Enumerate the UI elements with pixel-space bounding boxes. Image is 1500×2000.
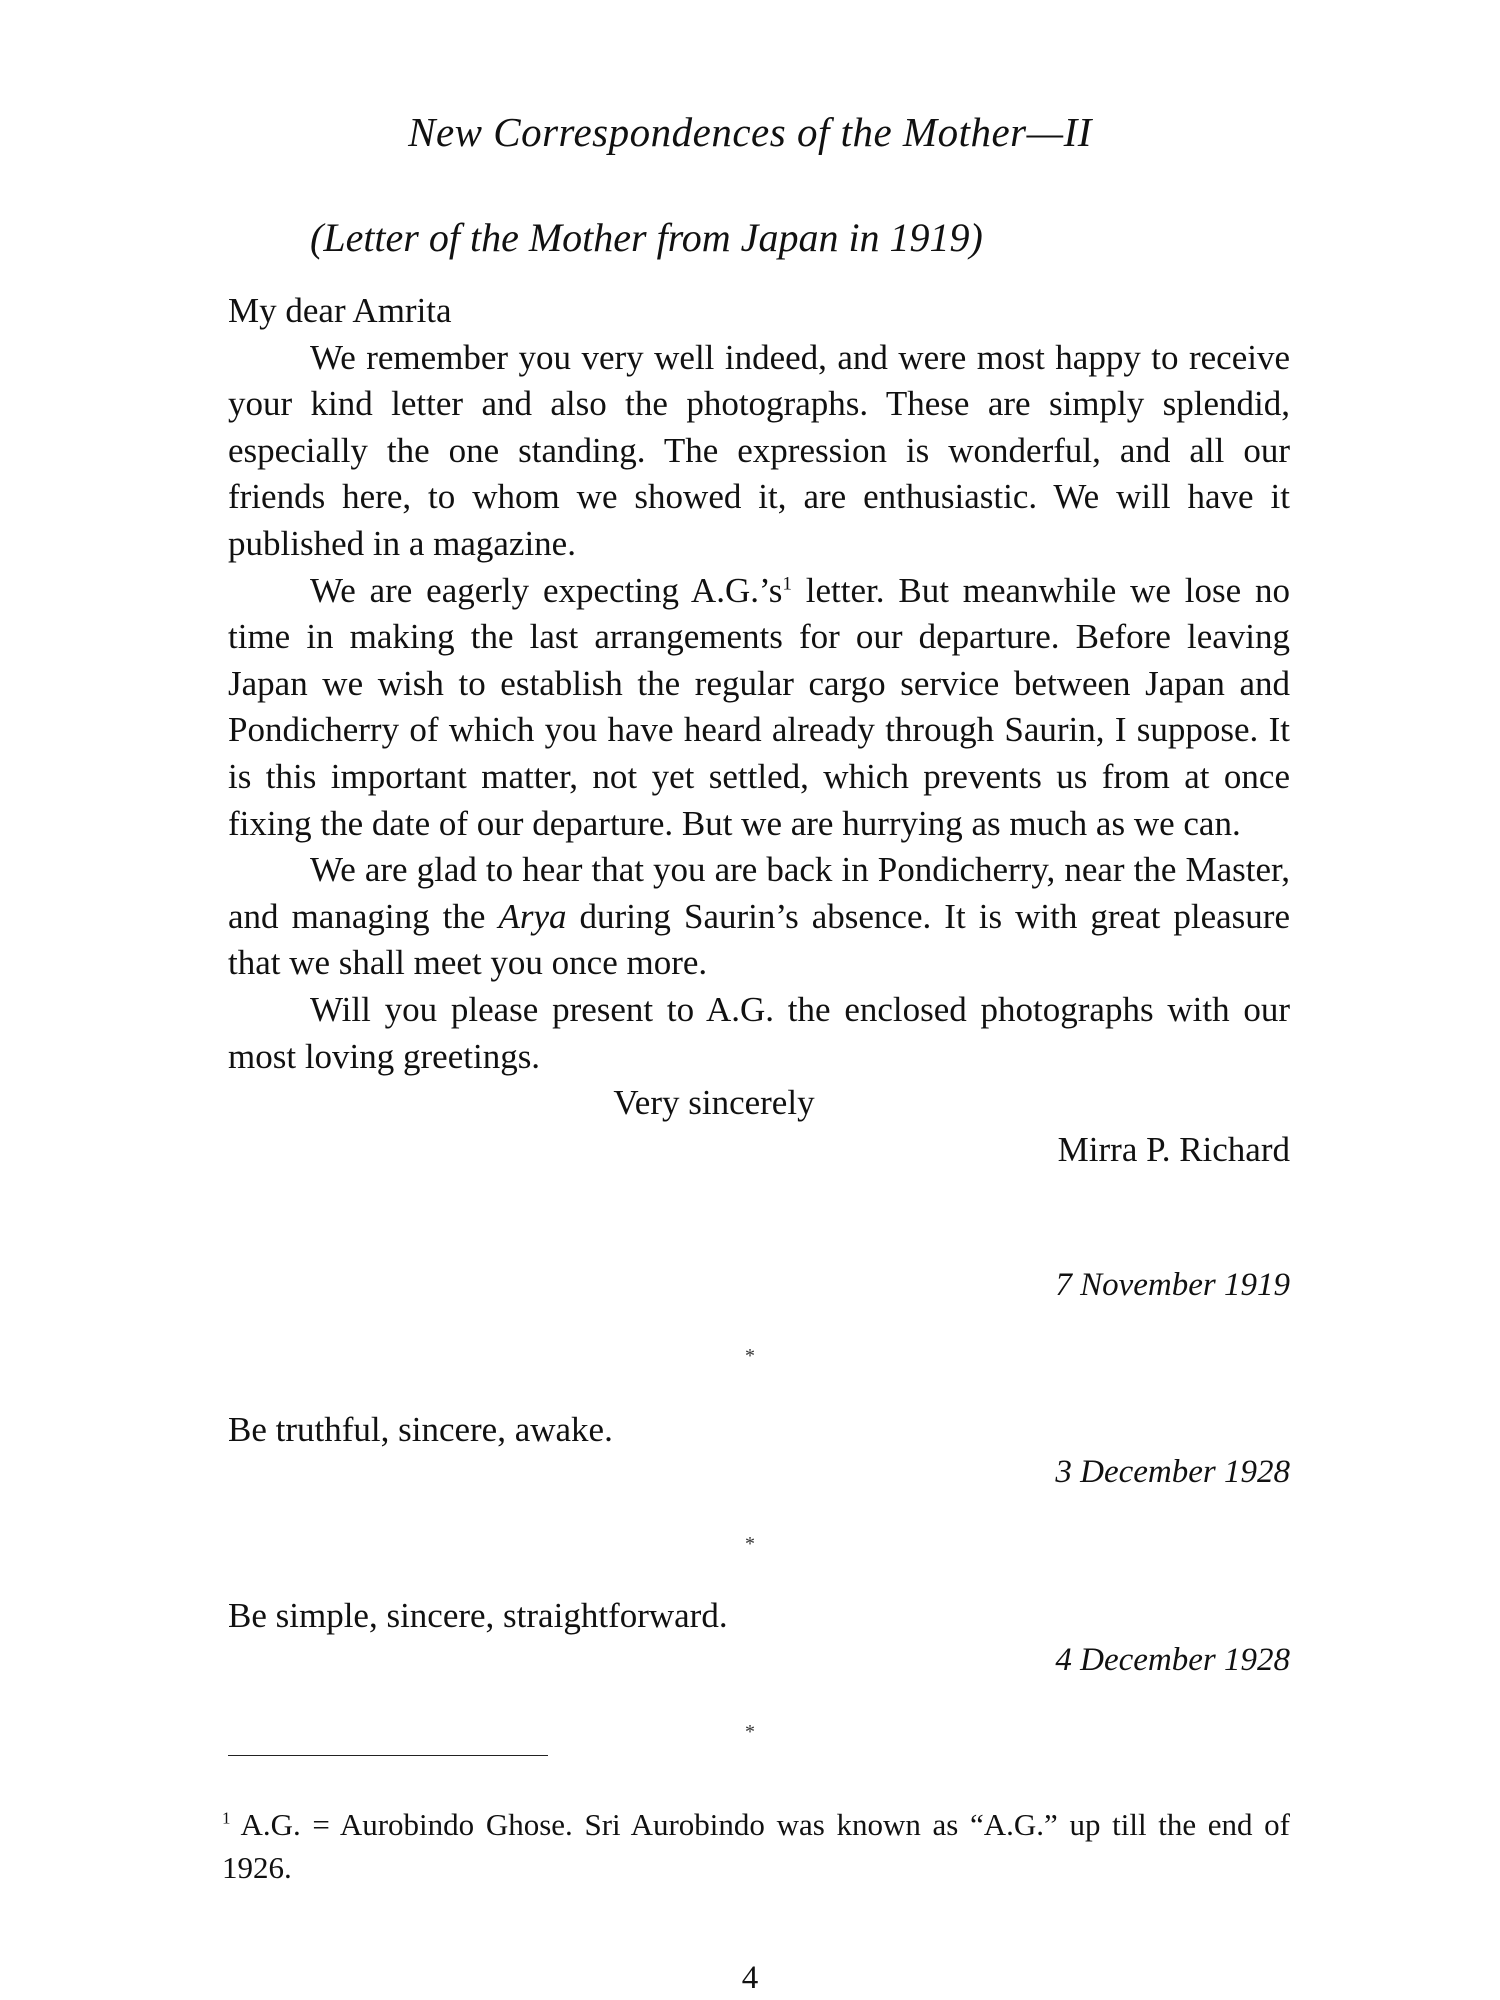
footnote-marker: 1: [222, 1808, 231, 1828]
letter-paragraph-3-start: We are glad to hear that you are back in Pondicherry, near the Master, and managing the: [228, 850, 1290, 936]
message-1-date: 3 December 1928: [1055, 1454, 1290, 1490]
section-separator: *: [745, 1721, 755, 1743]
message-2-text: Be simple, sincere, straightforward.: [228, 1596, 728, 1635]
letter-paragraph-3: [228, 847, 1290, 987]
letter-paragraph-3-rest: during Saurin’s absence. It is with great pleasure that we shall meet you once more.: [228, 896, 1290, 983]
letter-paragraph-1: We remember you very well indeed, and were most happy to receive your kind letter and also the photographs. These are simply splendid, especially the one standing. The expression is wonderful, and all our friends here, to whom we showed it, are enthusiastic. We will have it published in a magazine.: [228, 337, 1290, 563]
footnote: [222, 1803, 1290, 1889]
section-separator: *: [745, 1533, 755, 1555]
footnote-text: A.G. = Aurobindo Ghose. Sri Aurobindo was known as “A.G.” up till the end of 1926.: [222, 1807, 1290, 1885]
letter-paragraph-4: Will you please present to A.G. the enclosed photographs with our most loving greetings.: [228, 989, 1290, 1076]
letter-paragraph-2: [228, 568, 1290, 848]
letter-body: [228, 288, 1290, 1173]
letter-salutation: My dear Amrita: [228, 291, 452, 330]
footnote-reference[interactable]: 1: [782, 572, 792, 594]
letter-closing: Very sincerely: [613, 1083, 815, 1123]
arya-title: Arya: [498, 896, 567, 936]
section-subtitle: (Letter of the Mother from Japan in 1919): [310, 215, 983, 260]
page-number: 4: [741, 1960, 759, 1996]
letter-paragraph-2-start: We are eagerly expecting A.G.’s: [310, 570, 783, 610]
section-separator: *: [745, 1345, 755, 1367]
letter-date: 7 November 1919: [1055, 1267, 1290, 1303]
letter-paragraph-2-rest: letter. But meanwhile we lose no time in making the last arrangements for our departure. Before leaving Japan we wish to establish the regular cargo service between Japan and Pondicherry of which you have heard already through Saurin, I suppose. It is this important matter, not yet settled, which prevents us from at once fixing the date of our departure. But we are hurrying as much as we can.: [228, 570, 1291, 843]
running-title: New Correspondences of the Mother—II: [408, 109, 1092, 155]
letter-signature: Mirra P. Richard: [1057, 1129, 1290, 1169]
footnote-divider: [228, 1755, 548, 1756]
message-1-text: Be truthful, sincere, awake.: [228, 1410, 613, 1449]
message-2-date: 4 December 1928: [1055, 1642, 1290, 1678]
